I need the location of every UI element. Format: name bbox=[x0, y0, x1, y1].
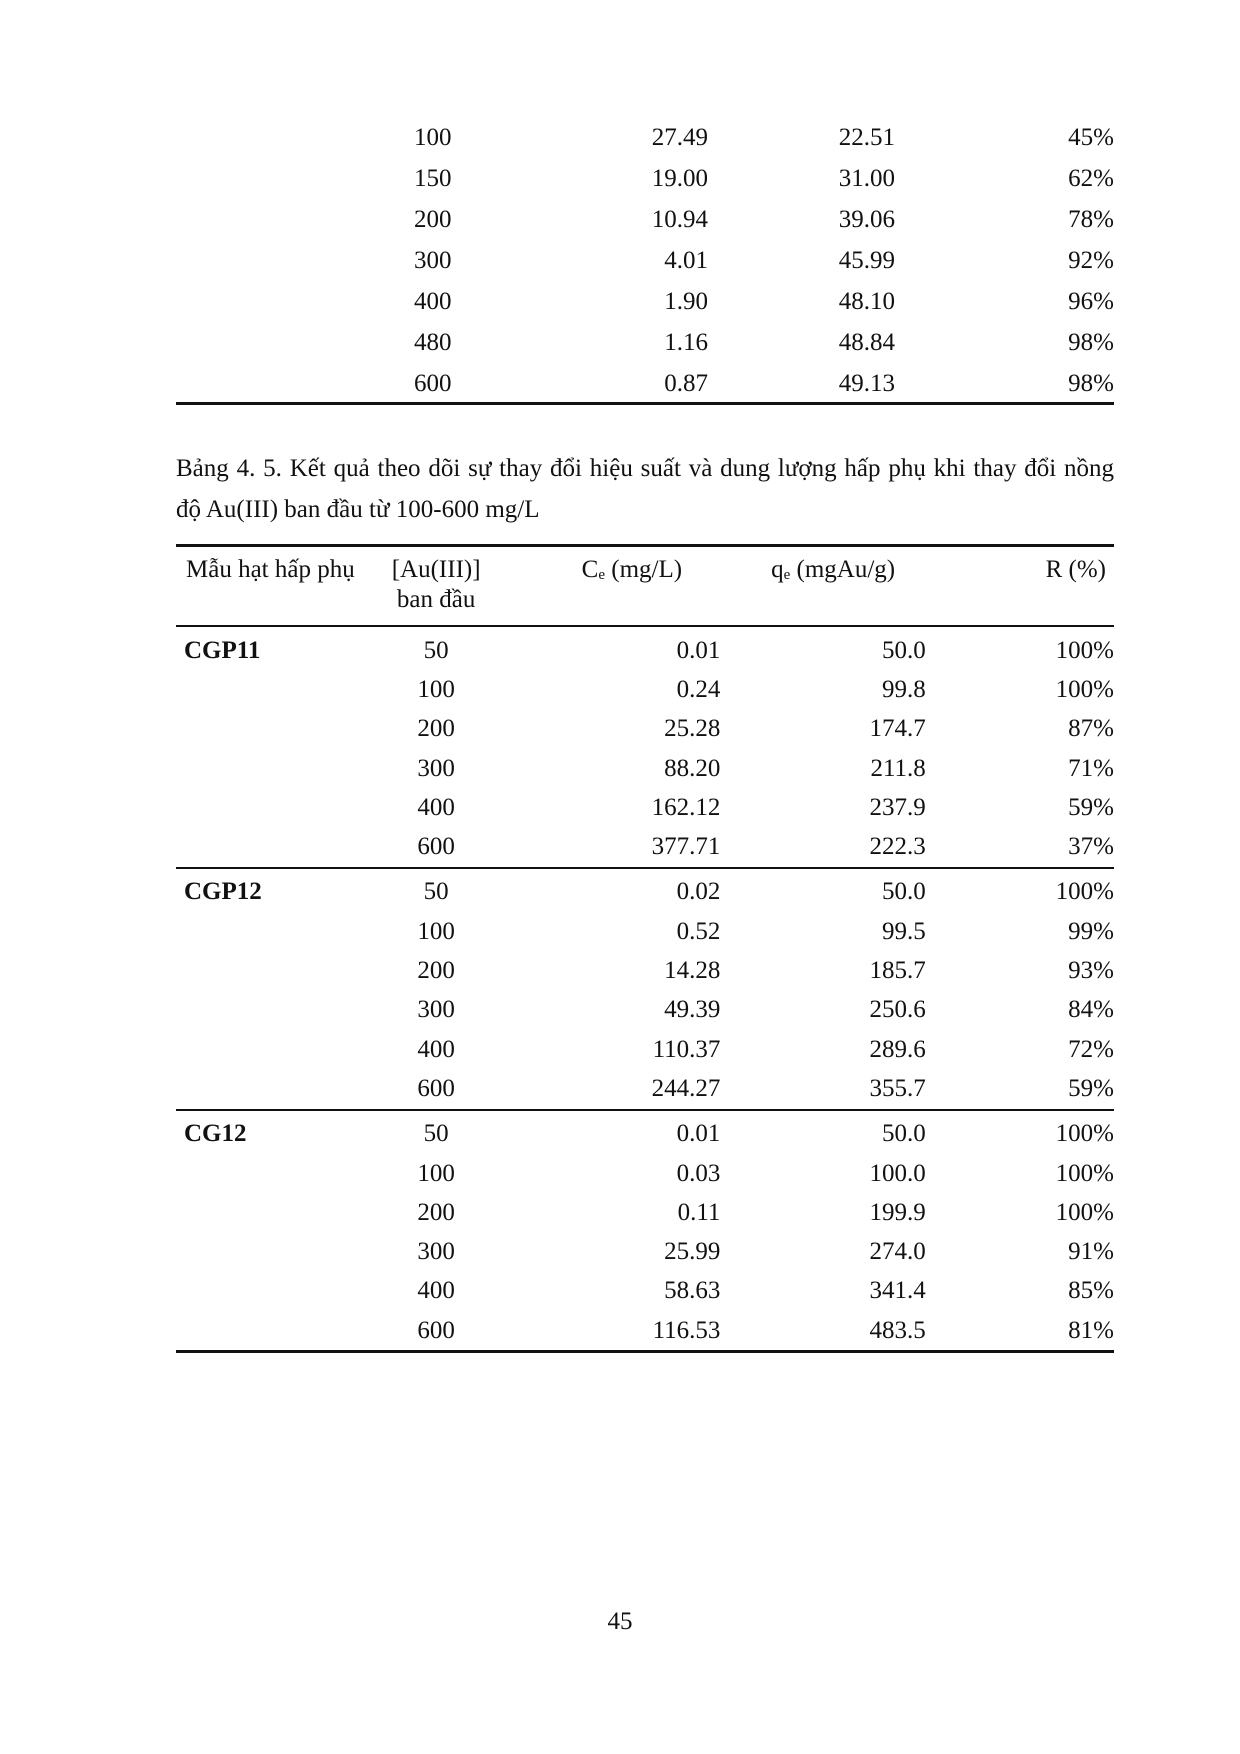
table-cell: 1.90 bbox=[664, 288, 708, 315]
table-cell: 200 bbox=[414, 206, 452, 233]
ce-cell: 0.24 bbox=[676, 675, 721, 703]
r-cell: 100% bbox=[1055, 878, 1114, 906]
sample-name bbox=[176, 1069, 369, 1109]
concentration-cell: 50 bbox=[423, 1120, 449, 1148]
sample-name: CGP11 bbox=[184, 636, 261, 664]
table-row bbox=[176, 991, 1114, 1030]
table-cell: 98% bbox=[1068, 329, 1114, 356]
table-cell: 22.51 bbox=[838, 124, 895, 151]
table-row bbox=[176, 749, 1114, 788]
table-cell: 0.87 bbox=[664, 370, 708, 397]
table-header-row bbox=[176, 546, 1114, 627]
table-row bbox=[176, 1311, 1114, 1352]
qe-cell: 50.0 bbox=[882, 636, 926, 664]
qe-cell: 199.9 bbox=[869, 1198, 926, 1226]
r-cell: 100% bbox=[1055, 1159, 1114, 1187]
r-cell: 100% bbox=[1055, 1198, 1114, 1226]
sample-group bbox=[176, 868, 1114, 1110]
table-row bbox=[176, 1154, 1114, 1193]
table-cell: 150 bbox=[414, 165, 452, 192]
table-caption: Bảng 4. 5. Kết quả theo dõi sự thay đổi hiệu suất và dung lượng hấp phụ khi thay đổi nồng độ Au(III) ban đầu từ 100-600 mg/L bbox=[176, 455, 1114, 523]
qe-cell: 250.6 bbox=[869, 996, 926, 1024]
qe-cell: 274.0 bbox=[869, 1238, 926, 1266]
table-cell: 39.06 bbox=[838, 206, 895, 233]
table-row bbox=[176, 1030, 1114, 1069]
concentration-cell: 300 bbox=[417, 754, 455, 782]
concentration-cell: 400 bbox=[417, 1277, 455, 1305]
sample-name bbox=[176, 1311, 369, 1352]
qe-cell: 99.5 bbox=[882, 917, 926, 945]
sample-name bbox=[176, 710, 369, 749]
concentration-cell: 600 bbox=[417, 1316, 455, 1344]
table-row bbox=[176, 951, 1114, 990]
ce-cell: 14.28 bbox=[664, 957, 721, 985]
r-cell: 87% bbox=[1068, 715, 1114, 743]
continued-table bbox=[176, 118, 1114, 405]
table-row bbox=[176, 626, 1114, 670]
table-cell: 600 bbox=[414, 370, 452, 397]
table-row bbox=[176, 159, 1114, 200]
table-cell: 300 bbox=[414, 247, 452, 274]
page-number: 45 bbox=[607, 1608, 633, 1635]
table-row bbox=[176, 670, 1114, 709]
table-cell: 100 bbox=[414, 124, 452, 151]
r-cell: 84% bbox=[1068, 996, 1114, 1024]
sample-name bbox=[176, 670, 369, 709]
concentration-cell: 50 bbox=[423, 878, 449, 906]
sample-name bbox=[176, 827, 369, 867]
r-cell: 59% bbox=[1068, 793, 1114, 821]
sample-group bbox=[176, 626, 1114, 868]
table-cell: 19.00 bbox=[651, 165, 708, 192]
table-cell: 4.01 bbox=[664, 247, 708, 274]
r-cell: 71% bbox=[1068, 754, 1114, 782]
table-cell: 78% bbox=[1068, 206, 1114, 233]
sample-name bbox=[176, 749, 369, 788]
sample-name bbox=[176, 1030, 369, 1069]
concentration-cell: 300 bbox=[417, 996, 455, 1024]
qe-cell: 100.0 bbox=[869, 1159, 926, 1187]
r-cell: 72% bbox=[1068, 1035, 1114, 1063]
table-row bbox=[176, 1272, 1114, 1311]
header-ce: $C_e$ (mg/L) bbox=[581, 556, 683, 583]
table-cell: 98% bbox=[1068, 370, 1114, 397]
ce-cell: 0.01 bbox=[676, 636, 721, 664]
adsorption-table bbox=[176, 544, 1114, 1353]
table-cell: 27.49 bbox=[651, 124, 708, 151]
sample-group bbox=[176, 1110, 1114, 1352]
sample-name: CG12 bbox=[184, 1120, 247, 1148]
table-cell: 45% bbox=[1068, 124, 1114, 151]
table-row bbox=[176, 364, 1114, 405]
table-row bbox=[176, 1069, 1114, 1109]
table-row bbox=[176, 912, 1114, 951]
table-cell: 1.16 bbox=[664, 329, 708, 356]
concentration-cell: 50 bbox=[423, 636, 449, 664]
table-row bbox=[176, 200, 1114, 241]
qe-cell: 50.0 bbox=[882, 878, 926, 906]
table-row bbox=[176, 1232, 1114, 1271]
sample-name bbox=[176, 788, 369, 827]
r-cell: 93% bbox=[1068, 957, 1114, 985]
table-cell: 31.00 bbox=[838, 165, 895, 192]
table-row bbox=[176, 788, 1114, 827]
concentration-cell: 100 bbox=[417, 917, 455, 945]
table-row bbox=[176, 118, 1114, 159]
table-cell: 48.84 bbox=[838, 329, 895, 356]
qe-cell: 237.9 bbox=[869, 793, 926, 821]
sample-name bbox=[176, 1154, 369, 1193]
ce-cell: 0.02 bbox=[676, 878, 721, 906]
qe-cell: 341.4 bbox=[869, 1277, 926, 1305]
table-cell: 48.10 bbox=[838, 288, 895, 315]
table-cell: 480 bbox=[414, 329, 452, 356]
sample-name bbox=[176, 1232, 369, 1271]
qe-cell: 50.0 bbox=[882, 1120, 926, 1148]
table-cell: 10.94 bbox=[651, 206, 708, 233]
concentration-cell: 200 bbox=[417, 1198, 455, 1226]
qe-cell: 355.7 bbox=[869, 1074, 926, 1102]
qe-cell: 222.3 bbox=[869, 833, 926, 861]
concentration-cell: 200 bbox=[417, 957, 455, 985]
header-r: R (%) bbox=[1045, 556, 1106, 583]
table-row bbox=[176, 241, 1114, 282]
r-cell: 100% bbox=[1055, 636, 1114, 664]
table-cell: 49.13 bbox=[838, 370, 895, 397]
ce-cell: 162.12 bbox=[651, 793, 721, 821]
ce-cell: 116.53 bbox=[652, 1316, 721, 1344]
table-cell: 62% bbox=[1068, 165, 1114, 192]
table-cell: 96% bbox=[1068, 288, 1114, 315]
ce-cell: 110.37 bbox=[652, 1035, 721, 1063]
ce-cell: 377.71 bbox=[651, 833, 721, 861]
concentration-cell: 600 bbox=[417, 833, 455, 861]
table-row bbox=[176, 827, 1114, 867]
ce-cell: 49.39 bbox=[664, 996, 721, 1024]
ce-cell: 0.52 bbox=[676, 917, 721, 945]
table-row bbox=[176, 710, 1114, 749]
r-cell: 100% bbox=[1055, 675, 1114, 703]
qe-cell: 185.7 bbox=[869, 957, 926, 985]
table-row bbox=[176, 282, 1114, 323]
concentration-cell: 100 bbox=[417, 675, 455, 703]
concentration-cell: 100 bbox=[417, 1159, 455, 1187]
table-cell: 45.99 bbox=[838, 247, 895, 274]
concentration-cell: 400 bbox=[417, 793, 455, 821]
ce-cell: 0.03 bbox=[676, 1159, 721, 1187]
table-row bbox=[176, 323, 1114, 364]
ce-cell: 244.27 bbox=[651, 1074, 721, 1102]
table-row bbox=[176, 868, 1114, 912]
sample-name bbox=[176, 951, 369, 990]
r-cell: 81% bbox=[1068, 1316, 1114, 1344]
qe-cell: 211.8 bbox=[870, 754, 926, 782]
header-qe: $q_e$ (mgAu/g) bbox=[771, 556, 896, 583]
r-cell: 100% bbox=[1055, 1120, 1114, 1148]
table-cell: 92% bbox=[1068, 247, 1114, 274]
concentration-cell: 200 bbox=[417, 715, 455, 743]
ce-cell: 0.11 bbox=[677, 1198, 721, 1226]
concentration-cell: 300 bbox=[417, 1238, 455, 1266]
concentration-cell: 400 bbox=[417, 1035, 455, 1063]
table-row bbox=[176, 1110, 1114, 1154]
qe-cell: 99.8 bbox=[882, 675, 926, 703]
ce-cell: 25.28 bbox=[664, 715, 721, 743]
table-bottom-rule bbox=[176, 402, 1114, 405]
qe-cell: 174.7 bbox=[869, 715, 926, 743]
ce-cell: 0.01 bbox=[676, 1120, 721, 1148]
ce-cell: 88.20 bbox=[664, 754, 721, 782]
header-concentration: [Au(III)] ban đầu bbox=[391, 556, 481, 613]
sample-name: CGP12 bbox=[184, 878, 262, 906]
r-cell: 91% bbox=[1068, 1238, 1114, 1266]
r-cell: 37% bbox=[1068, 833, 1114, 861]
sample-name bbox=[176, 991, 369, 1030]
concentration-cell: 600 bbox=[417, 1074, 455, 1102]
sample-name bbox=[176, 912, 369, 951]
qe-cell: 483.5 bbox=[869, 1316, 926, 1344]
ce-cell: 25.99 bbox=[664, 1238, 721, 1266]
r-cell: 59% bbox=[1068, 1074, 1114, 1102]
table-row bbox=[176, 1193, 1114, 1232]
qe-cell: 289.6 bbox=[869, 1035, 926, 1063]
r-cell: 85% bbox=[1068, 1277, 1114, 1305]
r-cell: 99% bbox=[1068, 917, 1114, 945]
table-cell: 400 bbox=[414, 288, 452, 315]
sample-name bbox=[176, 1193, 369, 1232]
sample-name bbox=[176, 1272, 369, 1311]
header-sample: Mẫu hạt hấp phụ bbox=[186, 556, 355, 583]
ce-cell: 58.63 bbox=[664, 1277, 721, 1305]
